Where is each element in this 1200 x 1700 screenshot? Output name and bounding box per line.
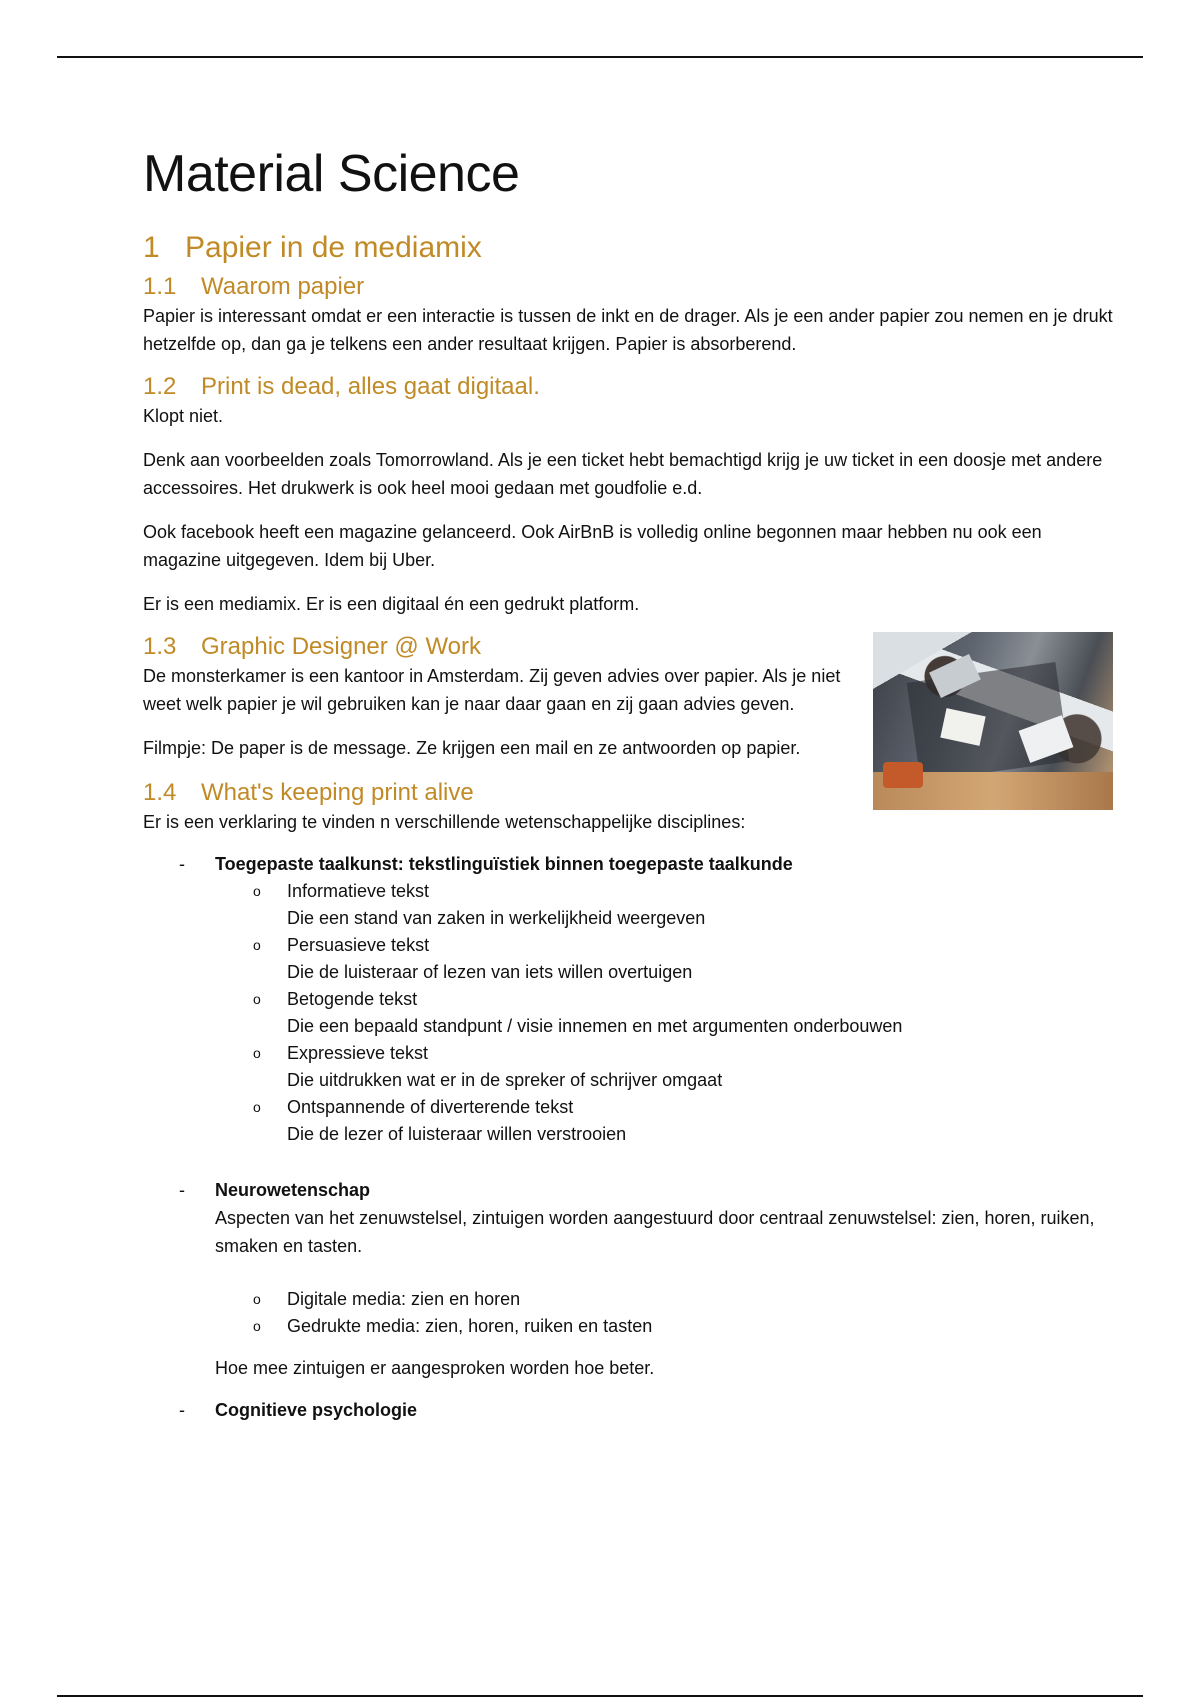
paragraph: Ook facebook heeft een magazine gelanceerd. Ook AirBnB is volledig online begonnen maar hebben nu ook een magazine uitgegeven. Idem bij Uber. — [143, 522, 1042, 570]
circle-bullet: o — [253, 1318, 261, 1334]
section-title: Waarom papier — [201, 273, 365, 300]
sub-item-text: Gedrukte media: zien, horen, ruiken en tasten — [287, 1316, 653, 1336]
chapter-number: 1 — [143, 231, 160, 264]
section-title: Print is dead, alles gaat digitaal. — [201, 373, 540, 400]
document-title: Material Science — [143, 145, 520, 203]
list-item — [143, 1396, 1123, 1424]
workspace-photo — [873, 632, 1113, 810]
list-item-title: Neurowetenschap — [215, 1180, 371, 1200]
sub-list-item — [215, 1094, 1123, 1148]
circle-bullet: o — [253, 1099, 261, 1115]
section-number: 1.4 — [143, 779, 177, 806]
list-item — [143, 1176, 1123, 1382]
sub-item-name: Ontspannende of diverterende tekst — [287, 1097, 574, 1117]
paragraph: Denk aan voorbeelden zoals Tomorrowland. Als je een ticket hebt bemachtigd krijg je uw ticket in een doosje met andere accessoires. Het drukwerk is ook heel mooi gedaan met goudfolie e.d. — [143, 450, 1103, 498]
document-page — [143, 140, 1123, 1424]
discipline-list — [143, 850, 1123, 1424]
chapter-heading — [143, 230, 1123, 266]
circle-bullet: o — [253, 937, 261, 953]
dash-bullet: - — [179, 1400, 185, 1420]
circle-bullet: o — [253, 1045, 261, 1061]
sub-item-name: Betogende tekst — [287, 989, 418, 1009]
sub-list-item — [215, 1040, 1123, 1094]
header-rule — [57, 56, 1143, 58]
section-number: 1.3 — [143, 633, 177, 660]
paragraph: Papier is interessant omdat er een interactie is tussen de inkt en de drager. Als je een ander papier zou nemen en je drukt hetzelfde op, dan ga je telkens een ander resultaat krijgen. Papier is absorberend. — [143, 306, 1113, 354]
paragraph: Er is een verklaring te vinden n verschillende wetenschappelijke disciplines: — [143, 812, 746, 832]
section-heading-1-2 — [143, 372, 1123, 402]
sub-item-name: Expressieve tekst — [287, 1043, 429, 1063]
list-item-note: Hoe mee zintuigen er aangesproken worden hoe beter. — [215, 1358, 655, 1378]
circle-bullet: o — [253, 991, 261, 1007]
sub-item-name: Persuasieve tekst — [287, 935, 430, 955]
footer-rule — [57, 1695, 1143, 1697]
sub-item-desc: Die een stand van zaken in werkelijkheid weergeven — [287, 908, 706, 928]
sub-item-name: Informatieve tekst — [287, 881, 430, 901]
sub-list-item — [215, 986, 1123, 1040]
sub-item-desc: Die de luisteraar of lezen van iets willen overtuigen — [287, 962, 693, 982]
circle-bullet: o — [253, 883, 261, 899]
list-item — [143, 850, 1123, 1148]
list-item-title: Cognitieve psychologie — [215, 1400, 418, 1420]
sub-item-desc: Die de lezer of luisteraar willen verstrooien — [287, 1124, 627, 1144]
chapter-title: Papier in de mediamix — [185, 231, 482, 264]
section-title: Graphic Designer @ Work — [201, 633, 482, 660]
dash-bullet: - — [179, 854, 185, 874]
paragraph: Klopt niet. — [143, 406, 224, 426]
text-type-list — [215, 878, 1123, 1148]
list-item-title: Toegepaste taalkunst: tekstlinguïstiek binnen toegepaste taalkunde — [215, 854, 793, 874]
sub-item-desc: Die uitdrukken wat er in de spreker of schrijver omgaat — [287, 1070, 723, 1090]
section-number: 1.1 — [143, 273, 177, 300]
sub-list-item — [215, 1313, 1123, 1340]
paragraph: Filmpje: De paper is de message. Ze krijgen een mail en ze antwoorden op papier. — [143, 738, 801, 758]
sub-list-item — [215, 1286, 1123, 1313]
dash-bullet: - — [179, 1180, 185, 1200]
circle-bullet: o — [253, 1291, 261, 1307]
section-number: 1.2 — [143, 373, 177, 400]
paragraph: Er is een mediamix. Er is een digitaal én een gedrukt platform. — [143, 594, 640, 614]
paragraph: De monsterkamer is een kantoor in Amsterdam. Zij geven advies over papier. Als je niet weet welk papier je wil gebruiken kan je naar daar gaan en zij gaan advies geven. — [143, 666, 841, 714]
section-1-3 — [143, 632, 1123, 762]
section-title: What's keeping print alive — [201, 779, 474, 806]
list-item-desc: Aspecten van het zenuwstelsel, zintuigen worden aangestuurd door centraal zenuwstelsel: zien, horen, ruiken, smaken en tasten. — [215, 1208, 1095, 1256]
sub-list-item — [215, 878, 1123, 932]
sub-list-item — [215, 932, 1123, 986]
sub-item-text: Digitale media: zien en horen — [287, 1289, 521, 1309]
senses-list — [215, 1286, 1123, 1340]
section-heading-1-1 — [143, 272, 1123, 302]
sub-item-desc: Die een bepaald standpunt / visie innemen en met argumenten onderbouwen — [287, 1016, 903, 1036]
section-heading-1-3 — [143, 632, 863, 662]
